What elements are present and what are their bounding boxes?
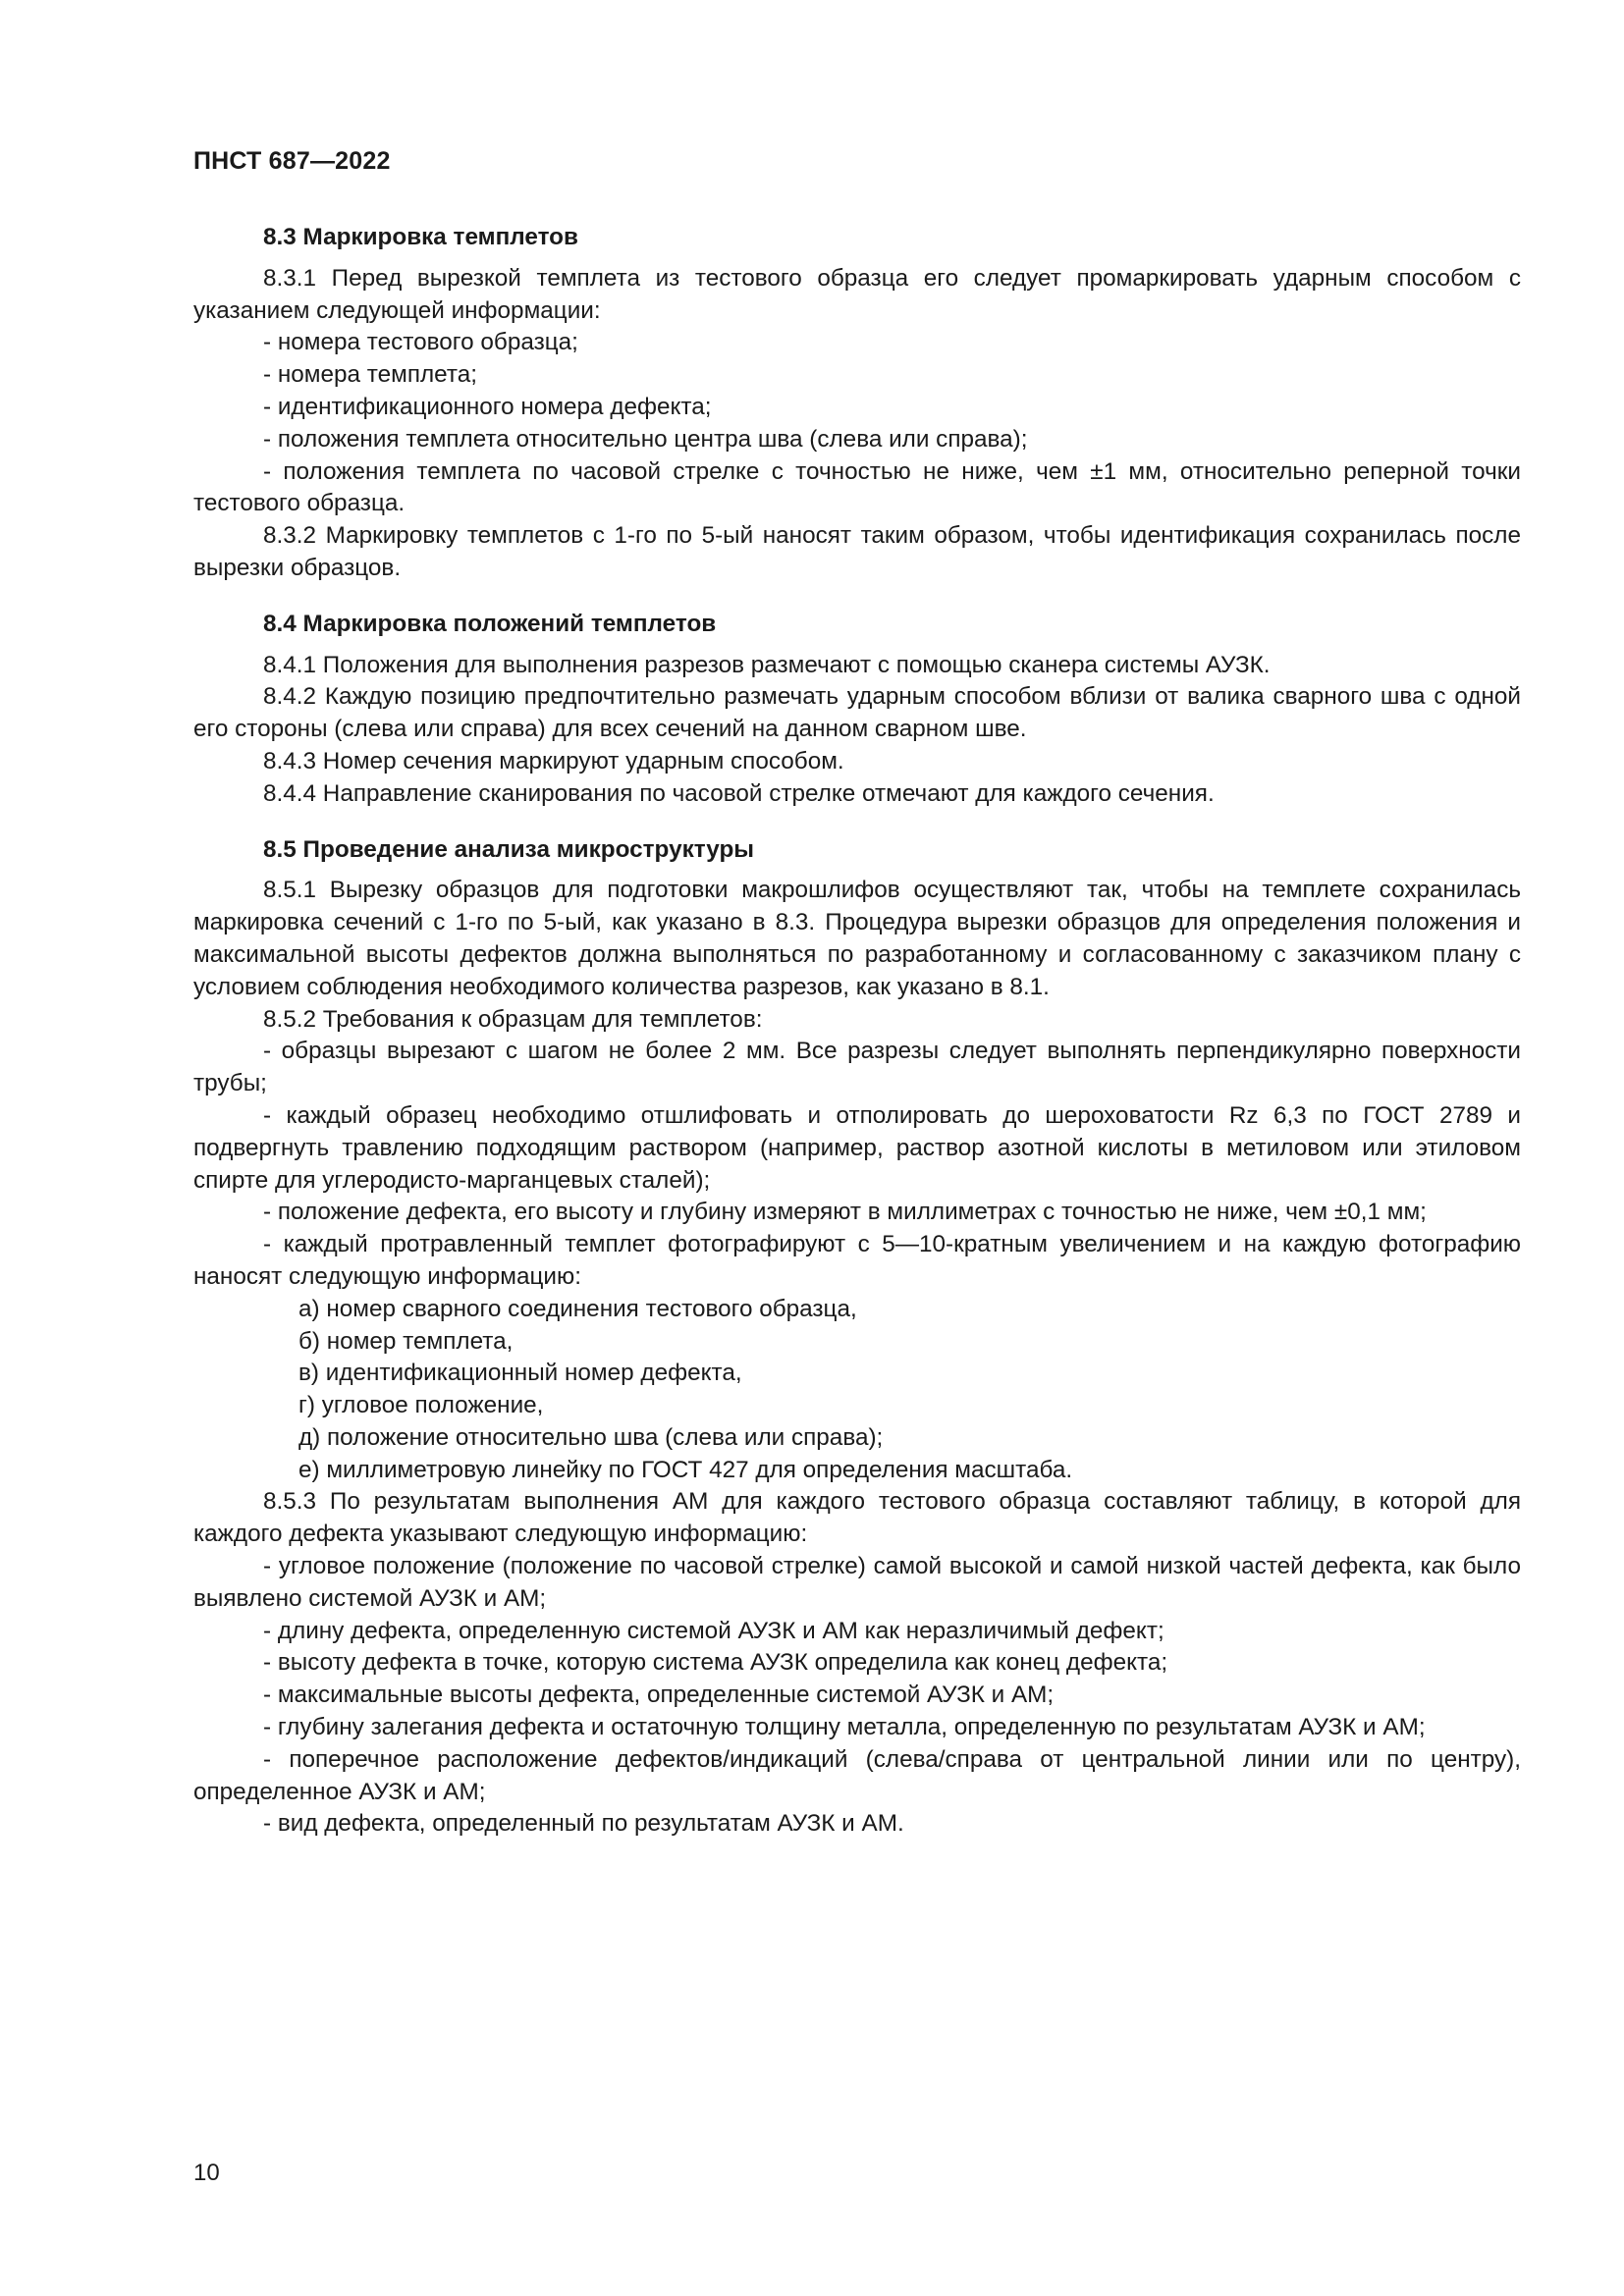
sub-list-item: д) положение относительно шва (слева или справа); bbox=[298, 1423, 884, 1451]
list-item: - длину дефекта, определенную системой АУЗК и АМ как неразличимый дефект; bbox=[263, 1617, 1164, 1644]
list-item: - глубину залегания дефекта и остаточную толщину металла, определенную по результатам АУЗК и АМ; bbox=[263, 1714, 1426, 1741]
list-item: - положение дефекта, его высоту и глубину измеряют в миллиметрах с точностью не ниже, чем ±0,1 мм; bbox=[263, 1199, 1427, 1226]
sub-list-item: б) номер темплета, bbox=[298, 1327, 514, 1355]
section-heading-8-4: 8.4 Маркировка положений темплетов bbox=[263, 610, 717, 637]
paragraph-8-5-3: 8.5.3 По результатам выполнения АМ для каждого тестового образца составляют таблицу, в которой для каждого дефекта указывают следующую информацию: bbox=[193, 1488, 1521, 1548]
document-body bbox=[193, 222, 1521, 1841]
sub-list-item: а) номер сварного соединения тестового образца, bbox=[298, 1295, 857, 1322]
list-item: - номера темплета; bbox=[263, 361, 477, 389]
section-heading-8-3: 8.3 Маркировка темплетов bbox=[263, 224, 578, 250]
paragraph-8-4-2: 8.4.2 Каждую позицию предпочтительно размечать ударным способом вблизи от валика сварного шва с одной его стороны (слева или справа) для всех сечений на данном сварном шве. bbox=[193, 683, 1521, 743]
list-item: - угловое положение (положение по часовой стрелке) самой высокой и самой низкой частей дефекта, как было выявлено системой АУЗК и АМ; bbox=[193, 1553, 1521, 1612]
list-item: - каждый образец необходимо отшлифовать и отполировать до шероховатости Rz 6,3 по ГОСТ 2789 и подвергнуть травлению подходящим раствором (например, раствор азотной кислоты в метиловом или этиловом спирте для углеродисто-марганцевых сталей); bbox=[193, 1101, 1521, 1194]
list-item: - идентификационного номера дефекта; bbox=[263, 393, 712, 420]
paragraph-8-4-4: 8.4.4 Направление сканирования по часовой стрелке отмечают для каждого сечения. bbox=[263, 779, 1215, 807]
list-item: - высоту дефекта в точке, которую система АУЗК определила как конец дефекта; bbox=[263, 1649, 1168, 1677]
list-item: - максимальные высоты дефекта, определенные системой АУЗК и АМ; bbox=[263, 1682, 1055, 1709]
section-heading-8-5: 8.5 Проведение анализа микроструктуры bbox=[263, 835, 755, 863]
page-number: 10 bbox=[193, 2160, 220, 2186]
paragraph-8-3-1: 8.3.1 Перед вырезкой темплета из тестового образца его следует промаркировать ударным способом с указанием следующей информации: bbox=[193, 264, 1521, 324]
list-item: - вид дефекта, определенный по результатам АУЗК и АМ. bbox=[263, 1810, 904, 1838]
list-item: - номера тестового образца; bbox=[263, 329, 578, 356]
list-item: - каждый протравленный темплет фотографируют с 5—10-кратным увеличением и на каждую фотографию наносят следующую информацию: bbox=[193, 1231, 1521, 1290]
list-item: - поперечное расположение дефектов/индикаций (слева/справа от центральной линии или по центру), определенное АУЗК и АМ; bbox=[193, 1745, 1521, 1805]
document-code: ПНСТ 687—2022 bbox=[193, 147, 391, 175]
sub-list-item: е) миллиметровую линейку по ГОСТ 427 для определения масштаба. bbox=[298, 1456, 1073, 1483]
paragraph-8-4-3: 8.4.3 Номер сечения маркируют ударным способом. bbox=[263, 747, 844, 774]
list-item: - положения темплета относительно центра шва (слева или справа); bbox=[263, 425, 1028, 453]
list-item: - образцы вырезают с шагом не более 2 мм. Все разрезы следует выполнять перпендикулярно поверхности трубы; bbox=[193, 1038, 1521, 1097]
sub-list-item: в) идентификационный номер дефекта, bbox=[298, 1360, 742, 1387]
sub-list-item: г) угловое положение, bbox=[298, 1392, 544, 1419]
paragraph-8-3-2: 8.3.2 Маркировку темплетов с 1-го по 5-ый наносят таким образом, чтобы идентификация сохранилась после вырезки образцов. bbox=[193, 522, 1521, 581]
paragraph-8-5-2: 8.5.2 Требования к образцам для темплетов: bbox=[263, 1005, 763, 1033]
list-item: - положения темплета по часовой стрелке с точностью не ниже, чем ±1 мм, относительно реперной точки тестового образца. bbox=[193, 457, 1521, 517]
document-page bbox=[193, 0, 1521, 2296]
paragraph-8-4-1: 8.4.1 Положения для выполнения разрезов размечают с помощью сканера системы АУЗК. bbox=[263, 651, 1271, 678]
paragraph-8-5-1: 8.5.1 Вырезку образцов для подготовки макрошлифов осуществляют так, чтобы на темплете сохранилась маркировка сечений с 1-го по 5-ый, как указано в 8.3. Процедура вырезки образцов для определения положения и максимальной высоты дефектов должна выполняться по разработанному и согласованному с заказчиком плану с условием соблюдения необходимого количества разрезов, как указано в 8.1. bbox=[193, 877, 1521, 1000]
